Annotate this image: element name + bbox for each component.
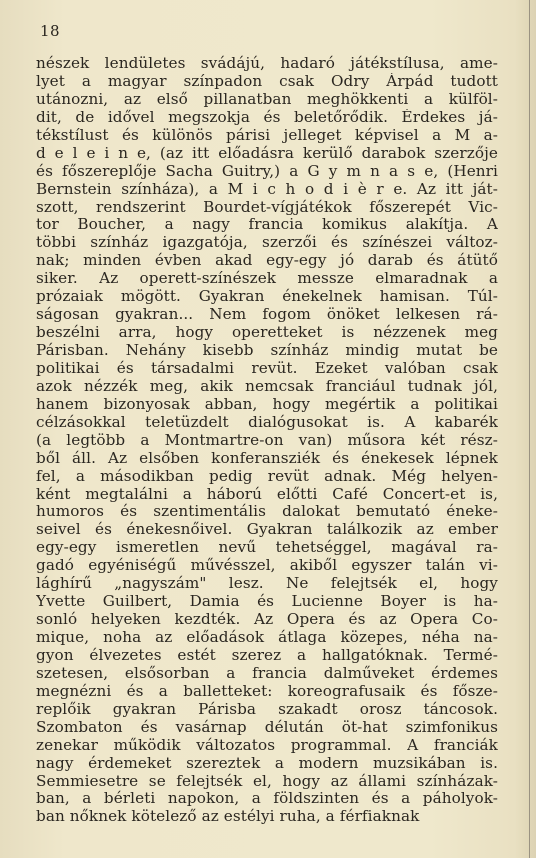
text-line: sonló helyeken kezdték. Az Opera és az Opera Co-	[36, 611, 498, 629]
text-line: (a legtöbb a Montmartre-on van) műsora két rész-	[36, 431, 498, 449]
text-line: azok nézzék meg, akik nemcsak franciául tudnak jól,	[36, 377, 498, 395]
text-line: Semmiesetre se felejtsék el, hogy az állami színházak-	[36, 772, 498, 790]
text-line: lyet a magyar színpadon csak Odry Árpád tudott	[36, 72, 498, 90]
text-line: tor Boucher, a nagy francia komikus alakítja. A	[36, 216, 498, 234]
text-line: szetesen, elsősorban a francia dalműveket érdemes	[36, 664, 498, 682]
text-line: ban nőknek kötelező az estélyi ruha, a férfiaknak	[36, 808, 420, 826]
text-line: ságosan gyakran... Nem fogom önöket lelkesen rá-	[36, 306, 498, 324]
text-line: ként megtalálni a háború előtti Café Concert-et is,	[36, 485, 498, 503]
text-line: politikai és társadalmi revüt. Ezeket valóban csak	[36, 359, 498, 377]
text-line: Párisban. Nehány kisebb színház mindig mutat be	[36, 342, 498, 359]
text-line: Yvette Guilbert, Damia és Lucienne Boyer is ha-	[36, 593, 498, 611]
page-edge-line	[529, 0, 530, 858]
text-line: hanem bizonyosak abban, hogy megértik a politikai	[36, 395, 498, 413]
text-line: fel, a másodikban pedig revüt adnak. Még helyen-	[36, 467, 498, 485]
text-line: utánozni, az első pillanatban meghökkenti a külföl-	[36, 90, 498, 108]
text-line: Bernstein színháza), a M i c h o d i è r e. Az itt ját-	[36, 180, 498, 198]
text-line: szott, rendszerint Bourdet-vígjátékok főszerepét Vic-	[36, 198, 498, 216]
text-line: tékstílust és különös párisi jelleget képvisel a M a-	[36, 126, 498, 144]
text-line: gyon élvezetes estét szerez a hallgatóknak. Termé-	[36, 646, 498, 664]
body-text	[36, 55, 498, 826]
text-line: célzásokkal teletüzdelt dialógusokat is. A kabarék	[36, 413, 498, 431]
text-line: nak; minden évben akad egy-egy jó darab és átütő	[36, 252, 498, 270]
text-line: megnézni és a balletteket: koreografusaik és fősze-	[36, 682, 498, 700]
text-line: nészek lendületes svádájú, hadaró játékstílusa, ame-	[36, 55, 498, 72]
text-line: siker. Az operett-színészek messze elmaradnak a	[36, 270, 498, 288]
text-line: Szombaton és vasárnap délután öt-hat szimfonikus	[36, 718, 498, 736]
text-line: nagy érdemeket szereztek a modern muzsikában is.	[36, 754, 498, 772]
text-line: lághírű „nagyszám" lesz. Ne felejtsék el, hogy	[36, 575, 498, 593]
text-line: többi színház igazgatója, szerzői és színészei változ-	[36, 234, 498, 252]
text-line: humoros és szentimentális dalokat bemutató éneke-	[36, 503, 498, 521]
text-line: és főszereplője Sacha Guitry,) a G y m n a s e, (Henri	[36, 162, 498, 180]
text-line: prózaiak mögött. Gyakran énekelnek hamisan. Túl-	[36, 288, 498, 306]
text-line: ből áll. Az elsőben konferansziék és énekesek lépnek	[36, 449, 498, 467]
text-line: beszélni arra, hogy operetteket is nézzenek meg	[36, 324, 498, 342]
text-line: egy-egy ismeretlen nevű tehetséggel, magával ra-	[36, 539, 498, 557]
text-line: ban, a bérleti napokon, a földszinten és a páholyok-	[36, 790, 498, 808]
text-line: seivel és énekesnőivel. Gyakran találkozik az ember	[36, 521, 498, 539]
page-number: 18	[40, 22, 61, 40]
text-line: mique, noha az előadások átlaga közepes, néha na-	[36, 629, 498, 646]
text-line: gadó egyéniségű művésszel, akiből egyszer talán vi-	[36, 557, 498, 575]
text-line: d e l e i n e, (az itt előadásra kerülő darabok szerzője	[36, 144, 498, 162]
text-line: dit, de idővel megszokja és beletőrődik. Érdekes já-	[36, 108, 498, 126]
text-line: zenekar működik változatos programmal. A franciák	[36, 736, 498, 754]
text-line: replőik gyakran Párisba szakadt orosz táncosok.	[36, 700, 498, 718]
